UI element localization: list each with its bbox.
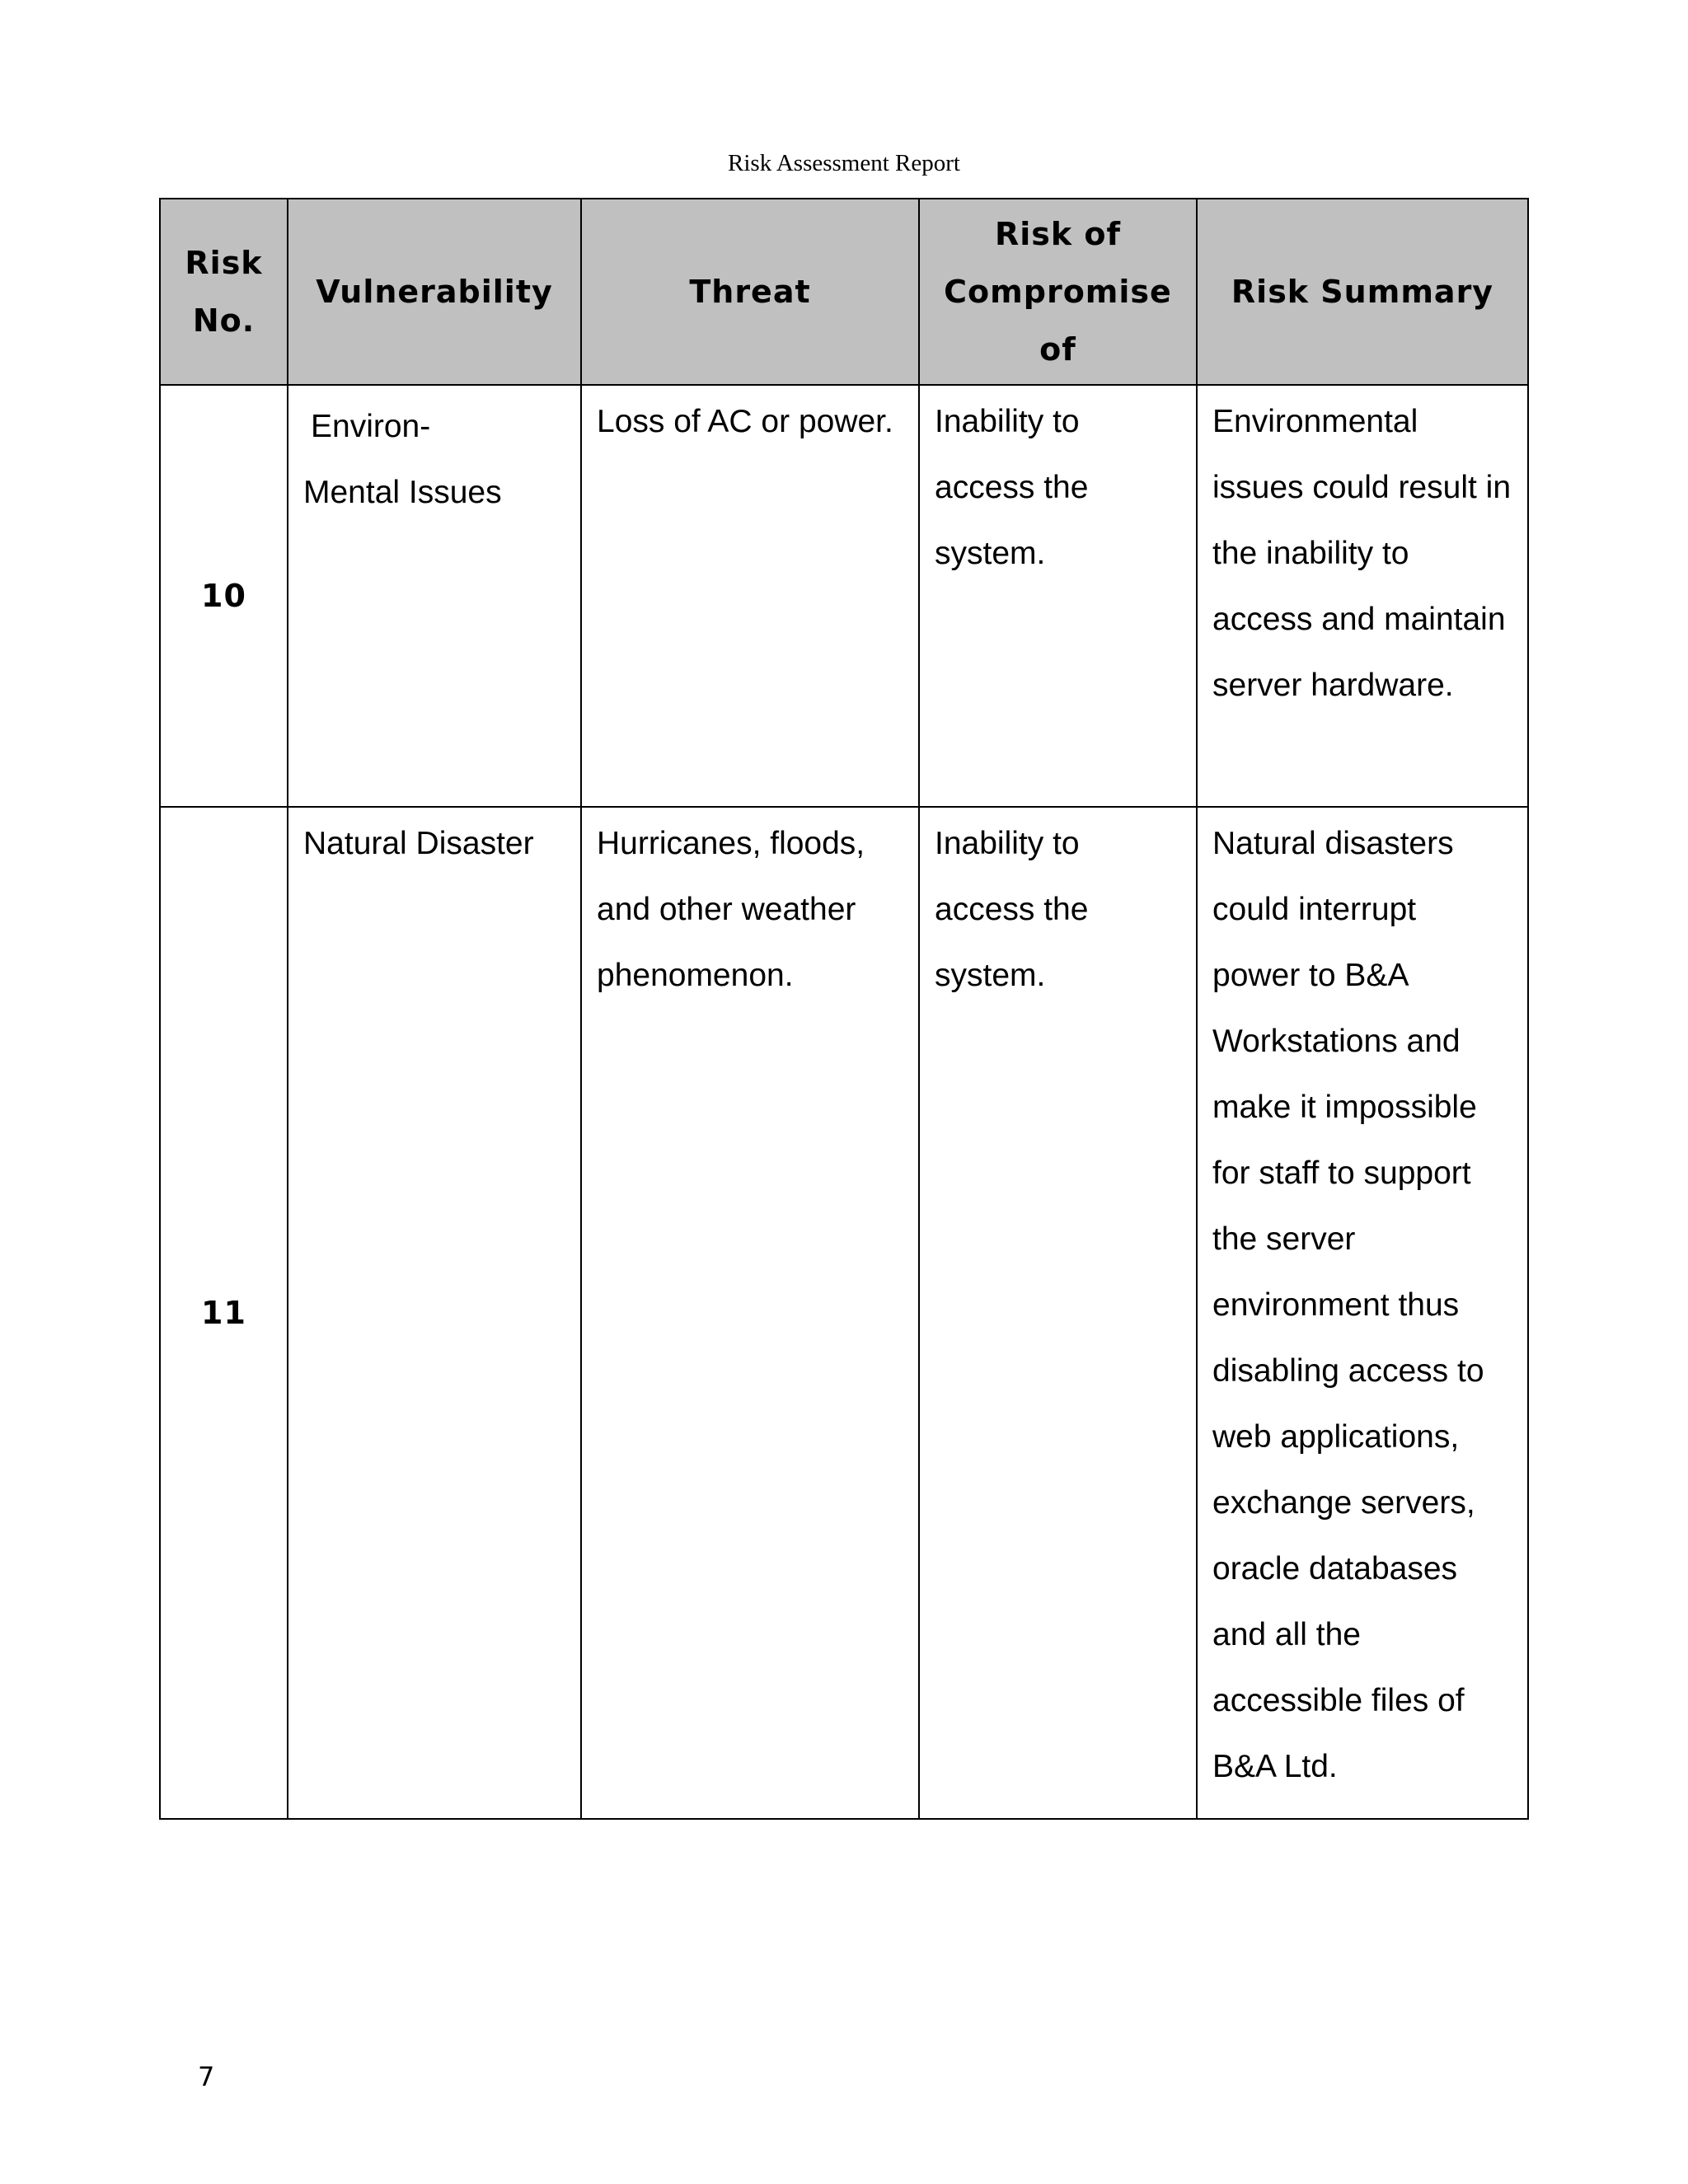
- risk-summary-cell: Natural disasters could interrupt power to B&A Workstations and make it impossible for staff to support the server environment thus disabling access to web applications, exchange servers, oracle databases and all the accessible files of B&A Ltd.: [1197, 807, 1528, 1819]
- threat-cell: Hurricanes, floods, and other weather phenomenon.: [581, 807, 919, 1819]
- threat-cell: Loss of AC or power.: [581, 385, 919, 807]
- risk-of-compromise-cell: Inability to access the system.: [919, 385, 1197, 807]
- header-risk-of-compromise: [919, 199, 1197, 385]
- header-threat: Threat: [581, 199, 919, 385]
- vulnerability-line-1: Environ-: [311, 409, 431, 444]
- header-risk-no-line-2: No.: [192, 302, 256, 339]
- vulnerability-cell: Natural Disaster: [288, 807, 581, 1819]
- header-risk-no-line-1: Risk: [185, 245, 263, 281]
- header-risk-no: [160, 199, 288, 385]
- risk-summary-cell: Environmental issues could result in the inability to access and maintain server hardware.: [1197, 385, 1528, 807]
- risk-number-cell: 11: [160, 807, 288, 1819]
- risk-of-compromise-cell: Inability to access the system.: [919, 807, 1197, 1819]
- running-header: Risk Assessment Report: [728, 150, 960, 176]
- header-vulnerability: Vulnerability: [288, 199, 581, 385]
- header-risk-summary: Risk Summary: [1197, 199, 1528, 385]
- risk-number-cell: 10: [160, 385, 288, 807]
- table-row: [160, 385, 1528, 807]
- vulnerability-cell: [288, 385, 581, 807]
- header-risk-of-compromise-line-1: Risk of: [994, 216, 1122, 252]
- table-row: [160, 807, 1528, 1819]
- page-number: 7: [198, 2061, 215, 2093]
- table-header-row: [160, 199, 1528, 385]
- risk-assessment-table: [159, 198, 1529, 1820]
- vulnerability-line-2: Mental Issues: [303, 475, 502, 510]
- header-risk-of-compromise-line-2: Compromise: [944, 274, 1172, 310]
- header-risk-of-compromise-line-3: of: [1039, 331, 1076, 368]
